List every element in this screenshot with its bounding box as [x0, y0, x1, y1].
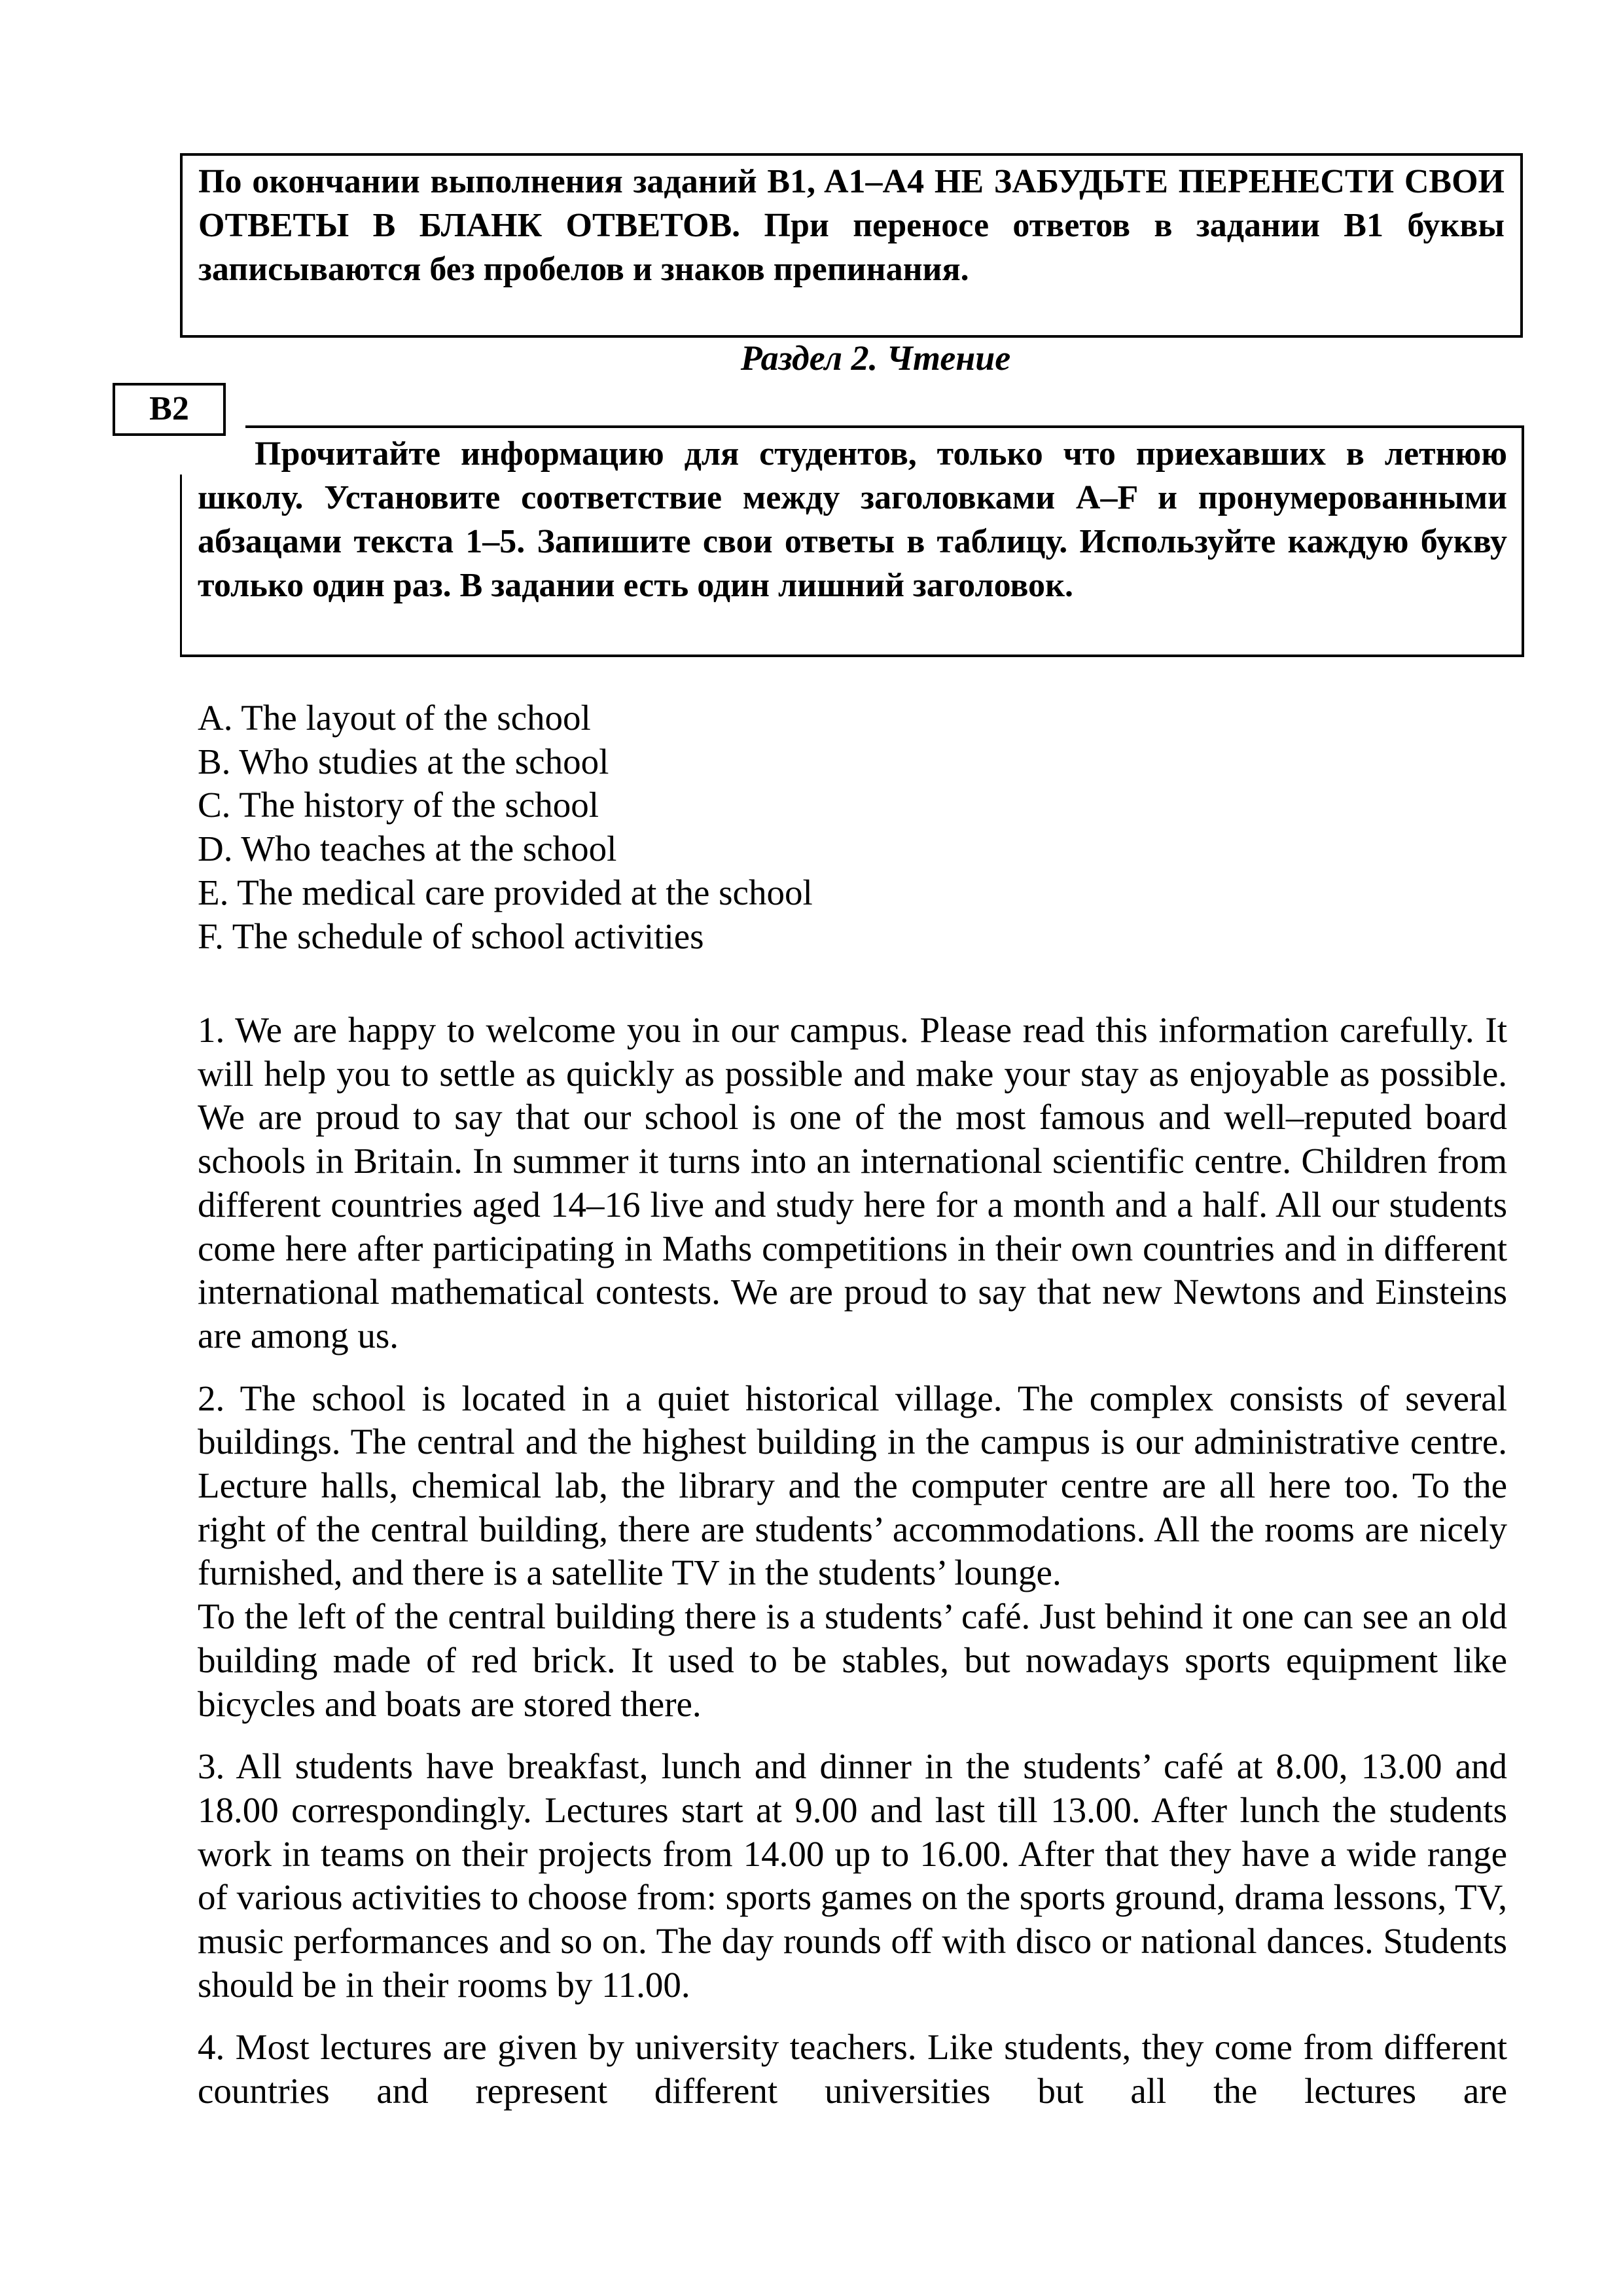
heading-option-e: E. The medical care provided at the school	[198, 872, 813, 912]
answer-transfer-notice-box	[180, 153, 1523, 338]
heading-option-c: C. The history of the school	[198, 785, 599, 825]
instruction-box-top-border	[245, 425, 1524, 428]
heading-option-f: F. The schedule of school activities	[198, 916, 704, 956]
headings-list	[198, 696, 813, 958]
paragraph-3: 3. All students have breakfast, lunch and dinner in the students’ café at 8.00, 13.00 and 18.00 correspondingly. Lectures start at 9.00 and last till 13.00. After lunch the students work in teams on their projects from 14.00 up to 16.00. After that they have a wide range of various activities to choose from: sports games on the sports ground, drama lessons, TV, music performances and so on. The day rounds off with disco or national dances. Students should be in their rooms by 11.00.	[198, 1746, 1507, 2005]
paragraph-4: 4. Most lectures are given by university teachers. Like students, they come from different countries and represent different universities but all the lectures are	[198, 2027, 1507, 2111]
section-heading: Раздел 2. Чтение	[740, 338, 1011, 378]
heading-option-d: D. Who teaches at the school	[198, 829, 617, 869]
paragraph-2-continuation: To the left of the central building there is a students’ café. Just behind it one can see an old building made of red brick. It used to be stables, but nowadays sports equipment like bicycles and boats are stored there.	[198, 1596, 1507, 1724]
heading-option-a: A. The layout of the school	[198, 698, 591, 738]
instruction-box-right-border	[1522, 425, 1524, 657]
answer-transfer-notice-text: По окончании выполнения заданий B1, A1–A4 НЕ ЗАБУДЬТЕ ПЕРЕНЕСТИ СВОИ ОТВЕТЫ В БЛАНК ОТВЕТОВ. При переносе ответов в задании B1 буквы записываются без пробелов и знаков препинания.	[198, 163, 1505, 288]
heading-option-b: B. Who studies at the school	[198, 741, 609, 781]
reading-text	[198, 1009, 1507, 2132]
paragraph-2: 2. The school is located in a quiet historical village. The complex consists of several buildings. The central and the highest building in the campus is our administrative centre. Lecture halls, chemical lab, the library and the computer centre are all here too. To the right of the central building, there are students’ accommodations. All the rooms are nicely furnished, and there is a satellite TV in the students’ lounge.	[198, 1378, 1507, 1593]
instruction-box-left-border	[180, 475, 182, 657]
task-label-b2: B2	[113, 383, 226, 436]
instruction-box-bottom-border	[180, 655, 1524, 657]
task-instruction: Прочитайте информацию для студентов, только что приехавших в летнюю школу. Установите соответствие между заголовками A–F и пронумерованными абзацами текста 1–5. Запишите свои ответы в таблицу. Используйте каждую букву только один раз. В задании есть один лишний заголовок.	[198, 435, 1507, 604]
paragraph-1: 1. We are happy to welcome you in our campus. Please read this information carefully. It will help you to settle as quickly as possible and make your stay as enjoyable as possible. We are proud to say that our school is one of the most famous and well–reputed board schools in Britain. In summer it turns into an international scientific centre. Children from different countries aged 14–16 live and study here for a month and a half. All our students come here after participating in Maths competitions in their own countries and in different international mathematical contests. We are proud to say that new Newtons and Einsteins are among us.	[198, 1010, 1507, 1355]
